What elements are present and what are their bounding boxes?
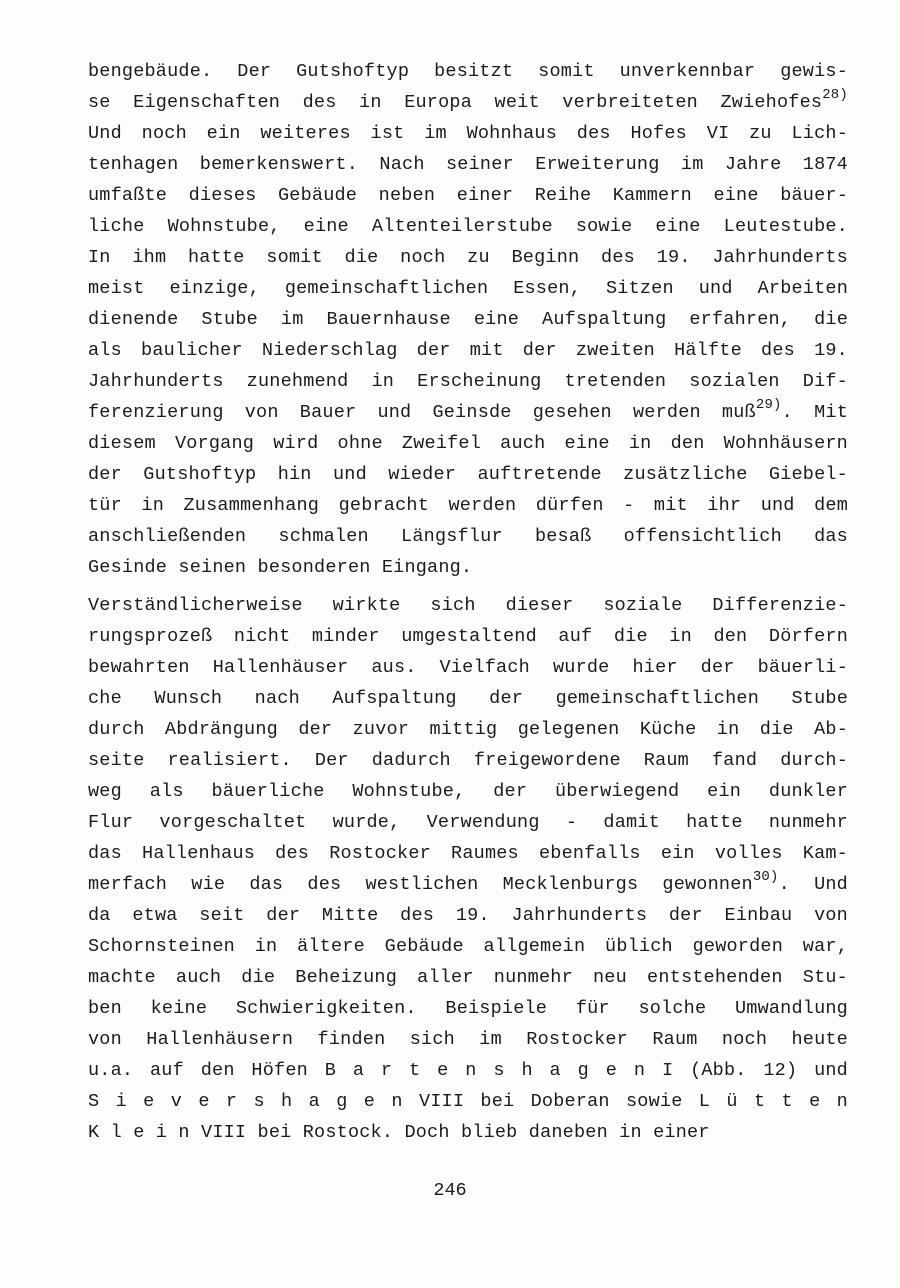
line-text-after-note: . Mit: [781, 402, 848, 423]
line-text: als baulicher Niederschlag der mit der zweiten Hälfte des 19.: [88, 340, 848, 361]
line-text: ferenzierung von Bauer und Geinsde gesehen werden muß: [88, 402, 756, 423]
line-text: K l e i n VIII bei Rostock. Doch blieb daneben in einer: [88, 1122, 710, 1143]
text-line: [88, 273, 848, 304]
page-number: 246: [433, 1180, 467, 1201]
text-line: [88, 552, 848, 583]
text-line: [88, 745, 848, 776]
text-line: [88, 962, 848, 993]
text-line: [88, 490, 848, 521]
line-text: dienende Stube im Bauernhause eine Aufspaltung erfahren, die: [88, 309, 848, 330]
text-line: [88, 714, 848, 745]
text-line: [88, 56, 848, 87]
text-line: [88, 459, 848, 490]
paragraph-1: [88, 56, 848, 583]
line-text: rungsprozeß nicht minder umgestaltend auf die in den Dörfern: [88, 626, 848, 647]
text-line: [88, 366, 848, 397]
line-text: machte auch die Beheizung aller nunmehr neu entstehenden Stu-: [88, 967, 848, 988]
footnote-marker: 29): [755, 397, 782, 413]
line-text: S i e v e r s h a g e n VIII bei Doberan sowie L ü t t e n: [88, 1091, 848, 1112]
text-line: [88, 590, 848, 621]
line-text: bengebäude. Der Gutshoftyp besitzt somit unverkennbar gewis-: [88, 61, 848, 82]
line-text: liche Wohnstube, eine Altenteilerstube sowie eine Leutestube.: [88, 216, 848, 237]
line-text: umfaßte dieses Gebäude neben einer Reihe Kammern eine bäuer-: [88, 185, 848, 206]
line-text: In ihm hatte somit die noch zu Beginn des 19. Jahrhunderts: [88, 247, 848, 268]
line-text: Und noch ein weiteres ist im Wohnhaus des Hofes VI zu Lich-: [88, 123, 848, 144]
text-line: [88, 180, 848, 211]
line-text: anschließenden schmalen Längsflur besaß offensichtlich das: [88, 526, 848, 547]
text-line: [88, 1117, 848, 1148]
text-line: [88, 993, 848, 1024]
text-line: [88, 304, 848, 335]
line-text: Gesinde seinen besonderen Eingang.: [88, 557, 473, 578]
paragraph-2: [88, 590, 848, 1148]
text-line: [88, 838, 848, 869]
text-line: [88, 335, 848, 366]
line-text: der Gutshoftyp hin und wieder auftretende zusätzliche Giebel-: [88, 464, 848, 485]
line-text: das Hallenhaus des Rostocker Raumes ebenfalls ein volles Kam-: [88, 843, 848, 864]
text-line: [88, 211, 848, 242]
text-line: [88, 1055, 848, 1086]
text-line: [88, 1024, 848, 1055]
line-text: Verständlicherweise wirkte sich dieser soziale Differenzie-: [88, 595, 848, 616]
line-text: se Eigenschaften des in Europa weit verbreiteten Zwiehofes: [88, 92, 823, 113]
text-line: [88, 521, 848, 552]
text-line: [88, 776, 848, 807]
line-text: ben keine Schwierigkeiten. Beispiele für solche Umwandlung: [88, 998, 848, 1019]
text-line: [88, 807, 848, 838]
line-text: Schornsteinen in ältere Gebäude allgemein üblich geworden war,: [88, 936, 848, 957]
line-text: Jahrhunderts zunehmend in Erscheinung tretenden sozialen Dif-: [88, 371, 848, 392]
line-text: merfach wie das des westlichen Mecklenburgs gewonnen: [88, 874, 753, 895]
line-text: diesem Vorgang wird ohne Zweifel auch eine in den Wohnhäusern: [88, 433, 848, 454]
text-line: [88, 87, 848, 118]
text-line: [88, 397, 848, 428]
footnote-marker: 30): [752, 869, 779, 885]
text-line: [88, 869, 848, 900]
line-text: tenhagen bemerkenswert. Nach seiner Erweiterung im Jahre 1874: [88, 154, 848, 175]
text-line: [88, 428, 848, 459]
text-line: [88, 652, 848, 683]
text-line: [88, 242, 848, 273]
line-text: Flur vorgeschaltet wurde, Verwendung - damit hatte nunmehr: [88, 812, 848, 833]
line-text: durch Abdrängung der zuvor mittig gelegenen Küche in die Ab-: [88, 719, 848, 740]
line-text: seite realisiert. Der dadurch freigewordene Raum fand durch-: [88, 750, 848, 771]
line-text: che Wunsch nach Aufspaltung der gemeinschaftlichen Stube: [88, 688, 848, 709]
text-line: [88, 900, 848, 931]
line-text: tür in Zusammenhang gebracht werden dürfen - mit ihr und dem: [88, 495, 848, 516]
text-line: [88, 621, 848, 652]
line-text: weg als bäuerliche Wohnstube, der überwiegend ein dunkler: [88, 781, 848, 802]
text-line: [88, 1086, 848, 1117]
line-text: u.a. auf den Höfen B a r t e n s h a g e n I (Abb. 12) und: [88, 1060, 848, 1081]
text-line: [88, 683, 848, 714]
footnote-marker: 28): [822, 87, 848, 103]
text-line: [88, 931, 848, 962]
line-text: meist einzige, gemeinschaftlichen Essen, Sitzen und Arbeiten: [88, 278, 848, 299]
text-line: [88, 149, 848, 180]
line-text: von Hallenhäusern finden sich im Rostocker Raum noch heute: [88, 1029, 848, 1050]
text-line: [88, 118, 848, 149]
line-text: da etwa seit der Mitte des 19. Jahrhunderts der Einbau von: [88, 905, 848, 926]
line-text: bewahrten Hallenhäuser aus. Vielfach wurde hier der bäuerli-: [88, 657, 848, 678]
line-text-after-note: . Und: [778, 874, 848, 895]
